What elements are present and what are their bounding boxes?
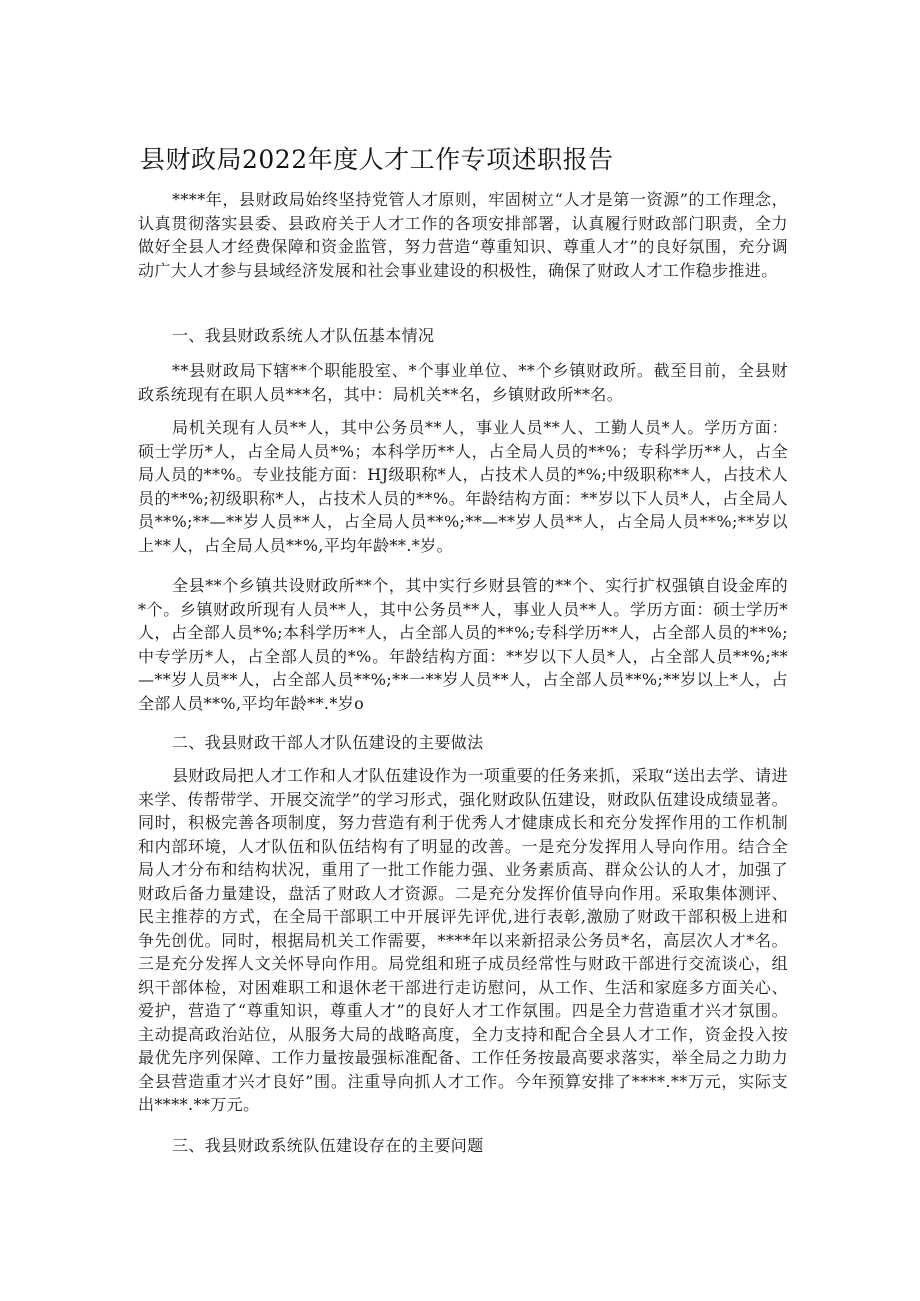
section-2-paragraph-1: 县财政局把人才工作和人才队伍建设作为一项重要的任务来抓，采取“送出去学、请进来学、传帮带学、开展交流学”的学习形式，强化财政队伍建设，财政队伍建设成绩显著。同时，积极完善各项制度，努力营造有利于优秀人才健康成长和充分发挥作用的工作机制和内部环境，人才队伍和队伍结构有了明显的改善。一是充分发挥用人导向作用。结合全局人才分布和结构状况，重用了一批工作能力强、业务素质高、群众公认的人才，加强了财政后备力量建设，盘活了财政人才资源。二是充分发挥价值导向作用。采取集体测评、民主推荐的方式，在全局干部职工中开展评先评优,进行表彰,激励了财政干部积极上进和争先创优。同时，根据局机关工作需要，****年以来新招录公务员*名，高层次人才*名。三是充分发挥人文关怀导向作用。局党组和班子成员经常性与财政干部进行交流谈心，组织干部体检，对困难职工和退休老干部进行走访慰问，从工作、生活和家庭多方面关心、爱护，营造了“尊重知识，尊重人才”的良好人才工作氛围。四是全力营造重才兴才氛围。主动提高政治站位，从服务大局的战略高度，全力支持和配合全县人才工作，资金投入按最优先序列保障、工作力量按最强标准配备、工作任务按最高要求落实，举全局之力助力全县营造重才兴才良好”围。注重导向抓人才工作。今年预算安排了****.**万元，实际支出****.**万元。 [138, 766, 788, 1114]
section-1-paragraph-2: 局机关现有人员**人，其中公务员**人，事业人员**人、工勤人员*人。学历方面：硕士学历*人，占全局人员*%；本科学历**人，占全局人员的**%；专科学历**人，占全局人员的**%。专业技能方面：HJ级职称*人，占技术人员的*%;中级职称**人，占技术人员的**%;初级职称*人，占技术人员的**%。年龄结构方面：**岁以下人员*人，占全局人员**%;**—**岁人员**人，占全局人员**%;**—**岁人员**人，占全局人员**%;**岁以上**人，占全局人员**%,平均年龄**.*岁。 [138, 418, 788, 555]
document-title: 县财政局2022年度人才工作专项述职报告 [140, 145, 614, 174]
section-1-paragraph-1: **县财政局下辖**个职能股室、*个事业单位、**个乡镇财政所。截至目前，全县财政系统现有在职人员***名，其中：局机关**名，乡镇财政所**名。 [138, 361, 788, 404]
intro-paragraph: ****年，县财政局始终坚持党管人才原则，牢固树立“人才是第一资源”的工作理念，认真贯彻落实县委、县政府关于人才工作的各项安排部署，认真履行财政部门职责，全力做好全县人才经费保障和资金监管，努力营造“尊重知识、尊重人才”的良好氛围，充分调动广大人才参与县域经济发展和社会事业建设的积极性，确保了财政人才工作稳步推进。 [138, 190, 788, 280]
section-1-paragraph-3: 全县**个乡镇共设财政所**个，其中实行乡财县管的**个、实行扩权强镇自设金库的*个。乡镇财政所现有人员**人，其中公务员**人，事业人员**人。学历方面：硕士学历*人，占全部人员*%;本科学历**人，占全部人员的**%;专科学历**人，占全部人员的**%;中专学历*人，占全部人员的*%。年龄结构方面：**岁以下人员*人，占全部人员**%;**—**岁人员**人，占全部人员**%;**一**岁人员**人，占全部人员**%;**岁以上*人，占全部人员**%,平均年龄**.*岁o [138, 576, 788, 713]
section-2-heading: 二、我县财政干部人才队伍建设的主要做法 [172, 733, 484, 752]
section-3-heading: 三、我县财政系统队伍建设存在的主要问题 [172, 1136, 484, 1155]
section-1-heading: 一、我县财政系统人才队伍基本情况 [172, 326, 435, 345]
